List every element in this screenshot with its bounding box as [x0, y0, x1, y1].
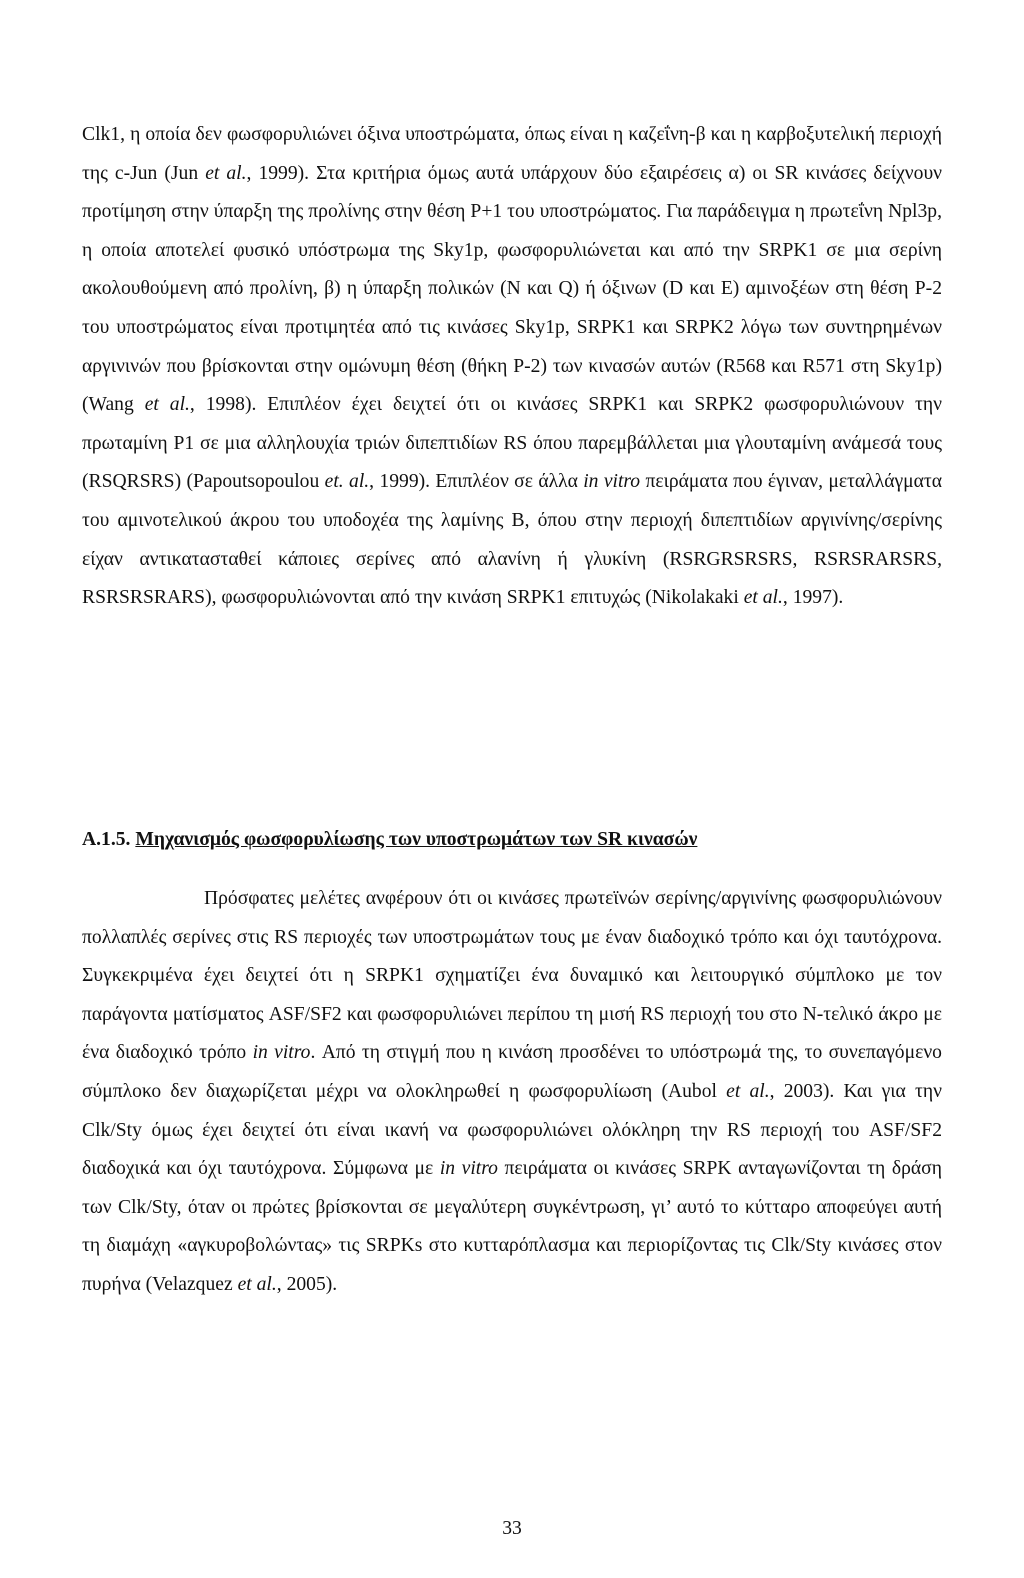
run-italic: et al. — [144, 394, 190, 416]
page-number: 33 — [502, 1518, 522, 1539]
run-italic: in vitro — [439, 1158, 498, 1180]
run-italic: et al. — [237, 1273, 277, 1295]
section-number: A.1.5. — [82, 829, 131, 850]
run-italic: et. al. — [324, 471, 370, 493]
body-paragraph-1 — [82, 116, 942, 618]
section-title: Μηχανισμός φωσφορυλίωσης των υποστρωμάτων των SR κινασών — [135, 829, 698, 850]
run: , 2003). Και για την Clk/Sty όμως έχει δειχτεί ότι είναι ικανή να φωσφορυλιώνει ολόκληρη την RS περιοχή του ASF/SF2 διαδοχικά και όχι ταυτόχρονα. Σύμφωνα με — [82, 1080, 942, 1180]
run: Clk1, η οποία δεν φωσφορυλιώνει όξινα υποστρώματα, όπως είναι η καζεΐνη-β και η καρβοξυτελική περιοχή της c-Jun (Jun — [82, 124, 942, 184]
body-paragraph-2 — [82, 880, 942, 1305]
run-italic: et al. — [743, 587, 783, 609]
run: , 1999). Στα κριτήρια όμως αυτά υπάρχουν δύο εξαιρέσεις α) οι SR κινάσες δείχνουν προτίμηση στην ύπαρξη της προλίνης στην θέση P+1 του υποστρώματος. Για παράδειγμα η πρωτεΐνη Npl3p, η οποία αποτελεί φυσικό υπόστρωμα της Sky1p, φωσφορυλιώνεται και από την SRPK1 σε μια σερίνη ακολουθούμενη από προλίνη, β) η ύπαρξη πολικών (N και Q) ή όξινων (D και E) αμινοξέων στη θέση P-2 του υποστρώματος είναι προτιμητέα από τις κινάσες Sky1p, SRPK1 και SRPK2 λόγω των συντηρημένων αργινινών που βρίσκονται στην ομώνυμη θέση (θήκη P-2) των κινασών αυτών (R568 και R571 στη Sky1p) (Wang — [82, 162, 942, 416]
run: πειράματα που έγιναν, μεταλλάγματα του αμινοτελικού άκρου του υποδοχέα της λαμίνης B, όπου στην περιοχή διπεπτιδίων αργινίνης/σερίνης είχαν αντικατασταθεί κάποιες σερίνες από αλανίνη ή γλυκίνη (RSRGRSRSRS, RSRSRARSRS, RSRSRSRARS), φωσφορυλιώνονται από την κινάση SRPK1 επιτυχώς (Nikolakaki — [82, 471, 943, 609]
run: , 1998). Επιπλέον έχει δειχτεί ότι οι κινάσες SRPK1 και SRPK2 φωσφορυλιώνουν την πρωταμίνη P1 σε μια αλληλουχία τριών διπεπτιδίων RS όπου παρεμβάλλεται μια γλουταμίνη ανάμεσά τους (RSQRSRS) (Papoutsopoulou — [82, 394, 943, 493]
run-italic: et al. — [205, 162, 247, 184]
run-italic: in vitro — [583, 471, 641, 493]
section-heading — [82, 828, 697, 852]
run: , 2005). — [276, 1273, 338, 1295]
run-italic: in vitro — [252, 1042, 311, 1064]
run-italic: et al. — [726, 1080, 770, 1102]
run: πειράματα οι κινάσες SRPK ανταγωνίζονται τη δράση των Clk/Sty, όταν οι πρώτες βρίσκονται σε μεγαλύτερη συγκέντρωση, γι’ αυτό το κύτταρο αποφεύγει αυτή τη διαμάχη «αγκυροβολώντας» τις SRPKs στο κυτταρόπλασμα και περιορίζοντας τις Clk/Sty κινάσες στον πυρήνα (Velazquez — [82, 1158, 942, 1295]
run: . Από τη στιγμή που η κινάση προσδένει το υπόστρωμά της, το συνεπαγόμενο σύμπλοκο δεν διαχωρίζεται μέχρι να ολοκληρωθεί η φωσφορυλίωση (Aubol — [82, 1042, 942, 1102]
run: , 1997). — [782, 587, 844, 609]
run: Πρόσφατες μελέτες ανφέρουν ότι οι κινάσες πρωτεϊνών σερίνης/αργινίνης φωσφορυλιώνουν πολλαπλές σερίνες στις RS περιοχές των υποστρωμάτων τους με έναν διαδοχικό τρόπο και όχι ταυτόχρονα. Συγκεκριμένα έχει δειχτεί ότι η SRPK1 σχηματίζει ένα δυναμικό και λειτουργικό σύμπλοκο με τον παράγοντα ματίσματος ASF/SF2 και φωσφορυλιώνει περίπου τη μισή RS περιοχή του στο N-τελικό άκρο με ένα διαδοχικό τρόπο — [82, 888, 942, 1064]
run: , 1999). Επιπλέον σε άλλα — [369, 471, 584, 493]
